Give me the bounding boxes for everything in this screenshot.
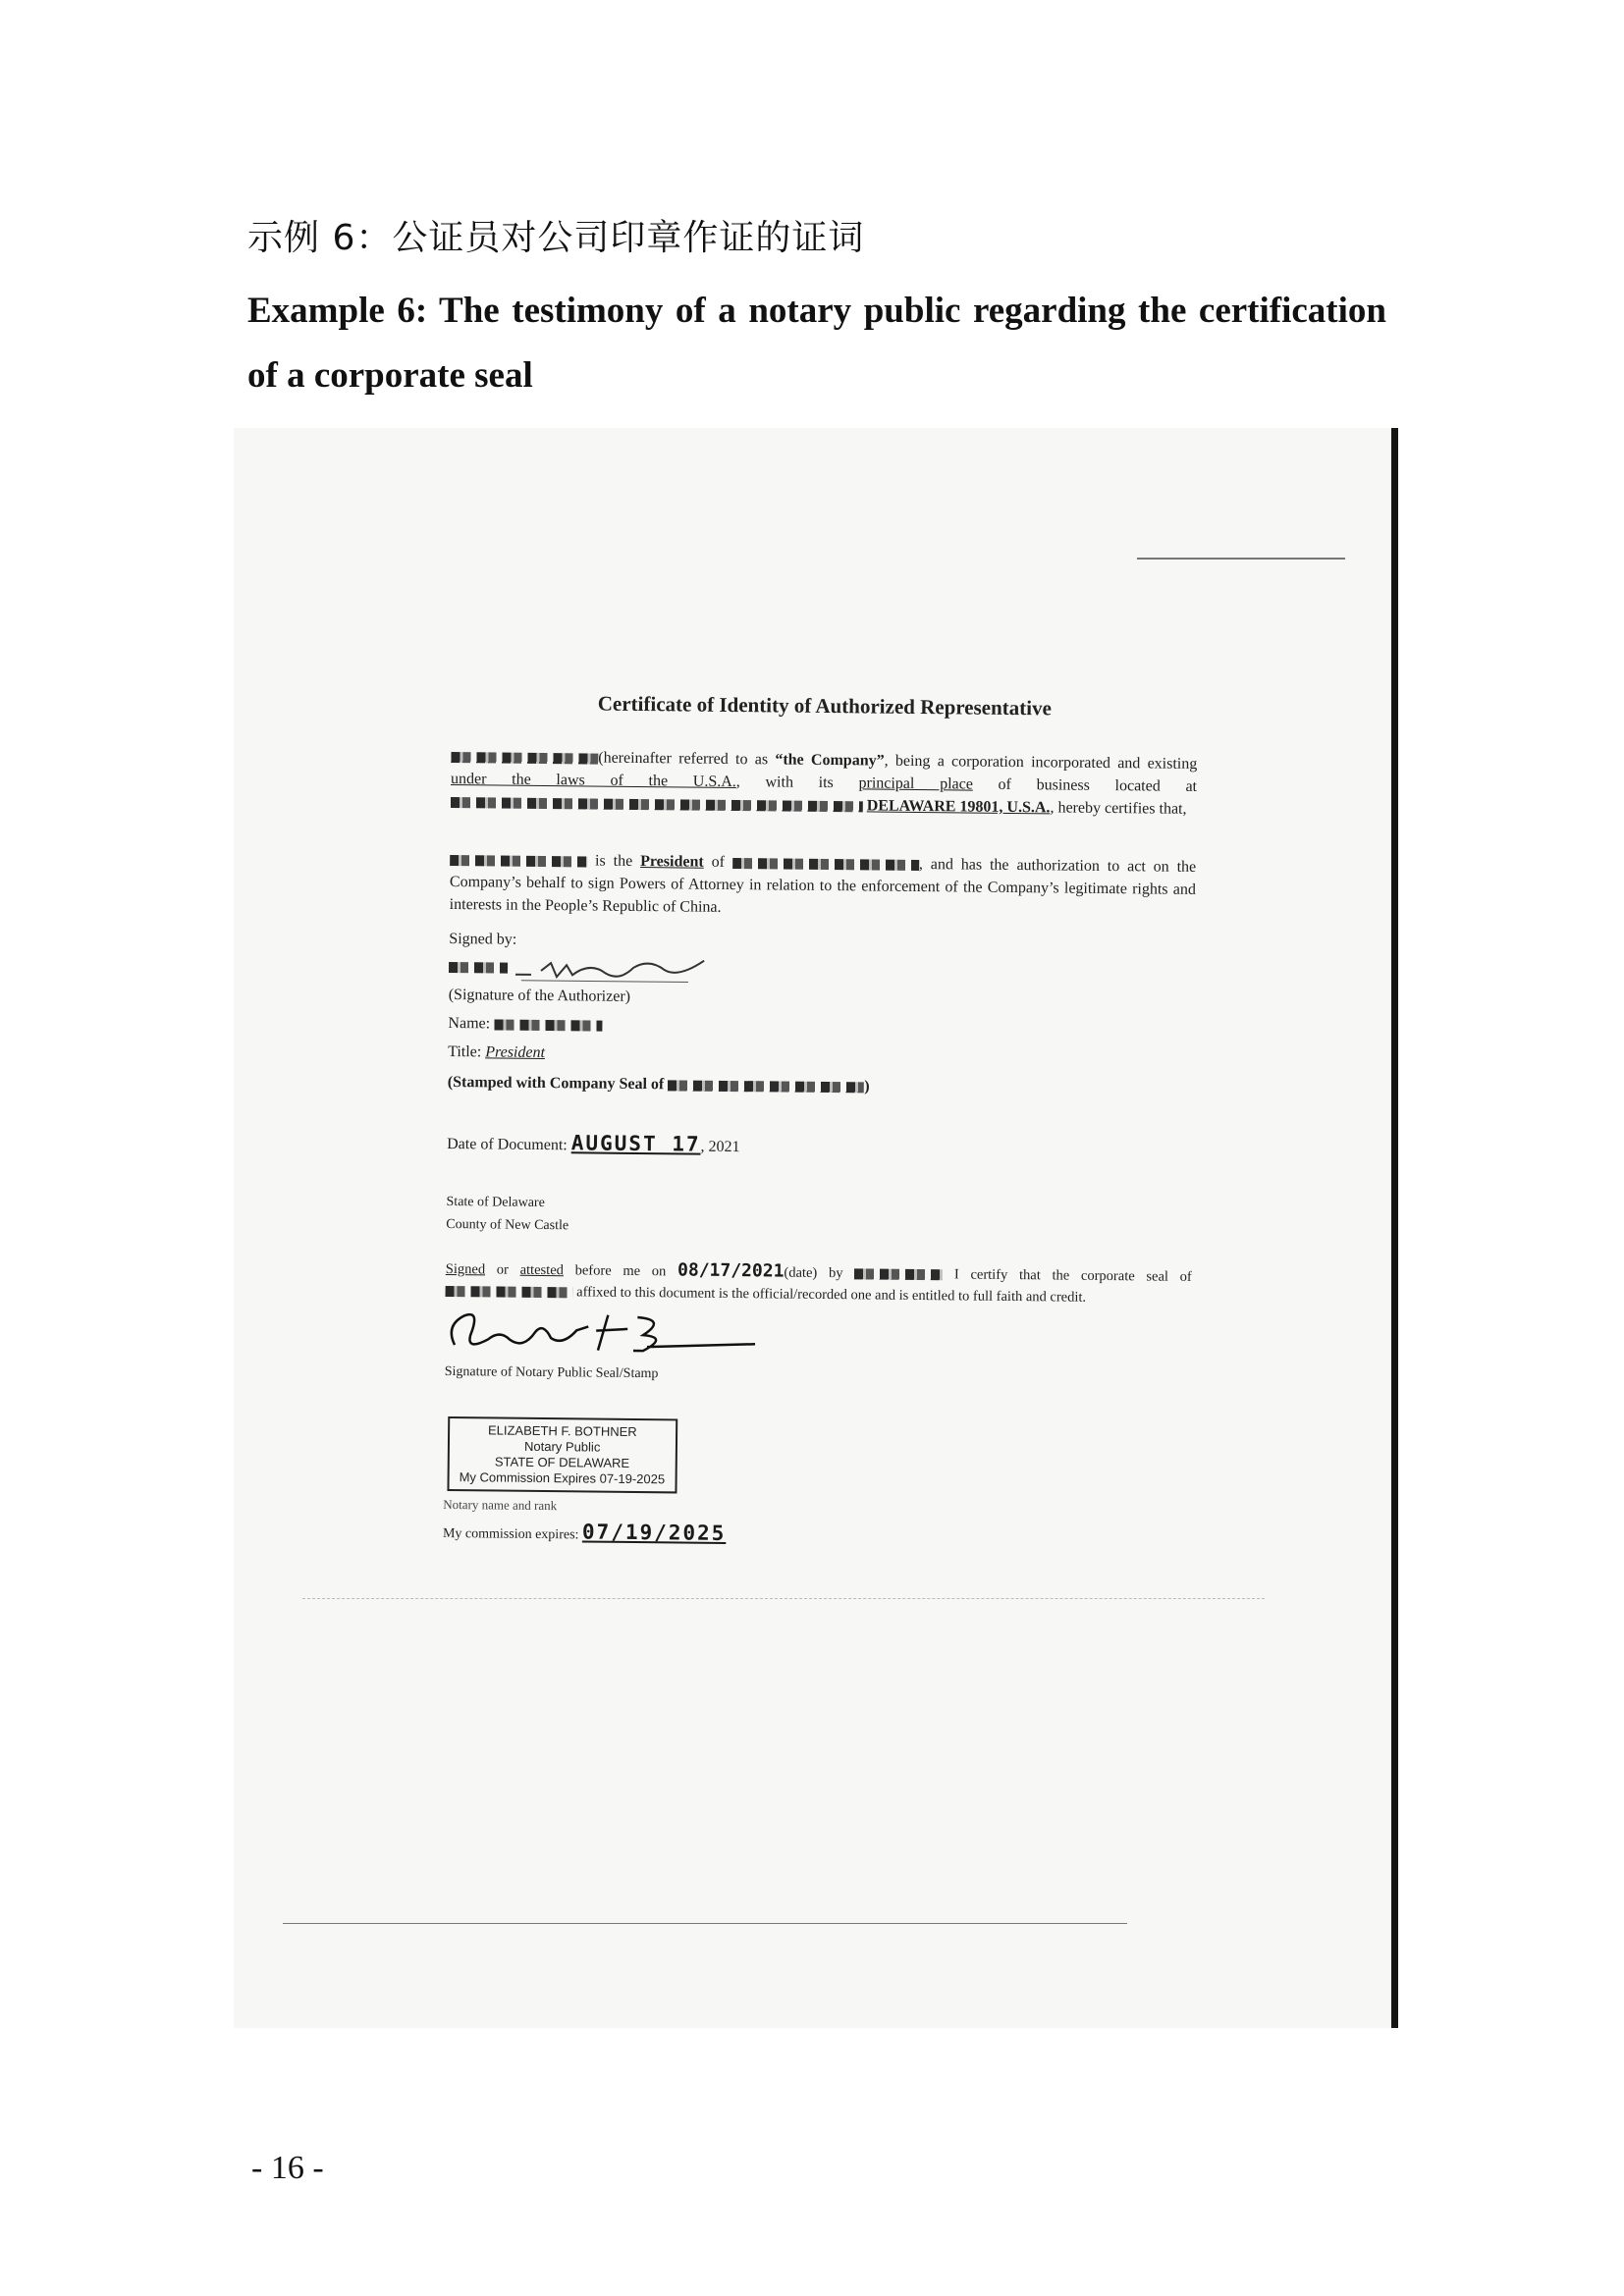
signature-caption: (Signature of the Authorizer): [448, 986, 631, 1005]
page-number: - 16 -: [251, 2150, 324, 2186]
redacted-attester: [854, 1269, 943, 1281]
notary-stamp: ELIZABETH F. BOTHNER Notary Public STATE OF DELAWARE My Commission Expires 07-19-2025: [447, 1416, 677, 1493]
stamped-line: (Stamped with Company Seal of ): [447, 1073, 870, 1095]
notary-signature-caption: Signature of Notary Public Seal/Stamp: [444, 1363, 659, 1382]
scan-fold-line: [302, 1598, 1265, 1599]
notary-signature-scribble: [441, 1306, 766, 1363]
notary-name-label: Notary name and rank: [443, 1496, 558, 1514]
title-line: Title: President: [448, 1042, 546, 1062]
date-of-document-line: Date of Document: AUGUST 17, 2021: [447, 1131, 740, 1156]
handwritten-attest-date: 08/17/2021: [677, 1259, 785, 1282]
redacted-address: [451, 797, 863, 812]
attestation-paragraph: Signed or attested before me on 08/17/2021(date) by I certify that the corporate seal of affixed to this document is the official/recorded one and is entitled to full faith and credit.: [445, 1259, 1192, 1306]
scan-dark-edge: [1391, 428, 1398, 2028]
heading-chinese: 示例 6：公证员对公司印章作证的证词: [247, 218, 865, 258]
certificate-body: [443, 691, 1198, 1553]
redacted-company-name-2: [732, 858, 919, 871]
redacted-company-name: [451, 752, 598, 765]
scan-bottom-rule: [283, 1923, 1127, 1924]
company-paragraph: (hereinafter referred to as “the Company”, being a corporation incorporated and existing under the laws of the U.S.A., with its principal place of business located at DELAWARE 19801, U.S.A., hereby certifies that,: [450, 749, 1198, 818]
heading-english: Example 6: The testimony of a notary public regarding the certification of a corporate seal: [247, 291, 1386, 396]
signed-by-label: Signed by:: [449, 930, 517, 948]
scan-top-rule: [1137, 558, 1345, 560]
notary-stamp-block: [443, 1416, 1190, 1523]
handwritten-date: AUGUST 17: [570, 1131, 701, 1156]
name-line: Name:: [448, 1012, 1194, 1042]
scanned-certificate: [234, 428, 1398, 2028]
certificate-title: Certificate of Identity of Authorized Representative: [597, 691, 1053, 721]
redacted-signer-name: [494, 1019, 602, 1031]
county-label: County of New Castle: [446, 1216, 569, 1234]
redacted-person-name: [450, 855, 587, 867]
authorization-paragraph: is the President of , and has the authorization to act on the Company’s behalf to sign Powers of Attorney in relation to the enforcement of the Company’s legitimate rights and interests in the People’s Republic of China.: [449, 852, 1197, 916]
redacted-seal-company: [668, 1080, 864, 1093]
handwritten-commission-date: 07/19/2025: [581, 1520, 727, 1545]
commission-line: My commission expires: 07/19/2025: [442, 1520, 727, 1545]
authorizer-signature-scribble: [512, 951, 708, 987]
redacted-seal-owner: [446, 1286, 573, 1298]
state-label: State of Delaware: [446, 1194, 545, 1211]
notary-signature: [445, 1306, 1192, 1368]
